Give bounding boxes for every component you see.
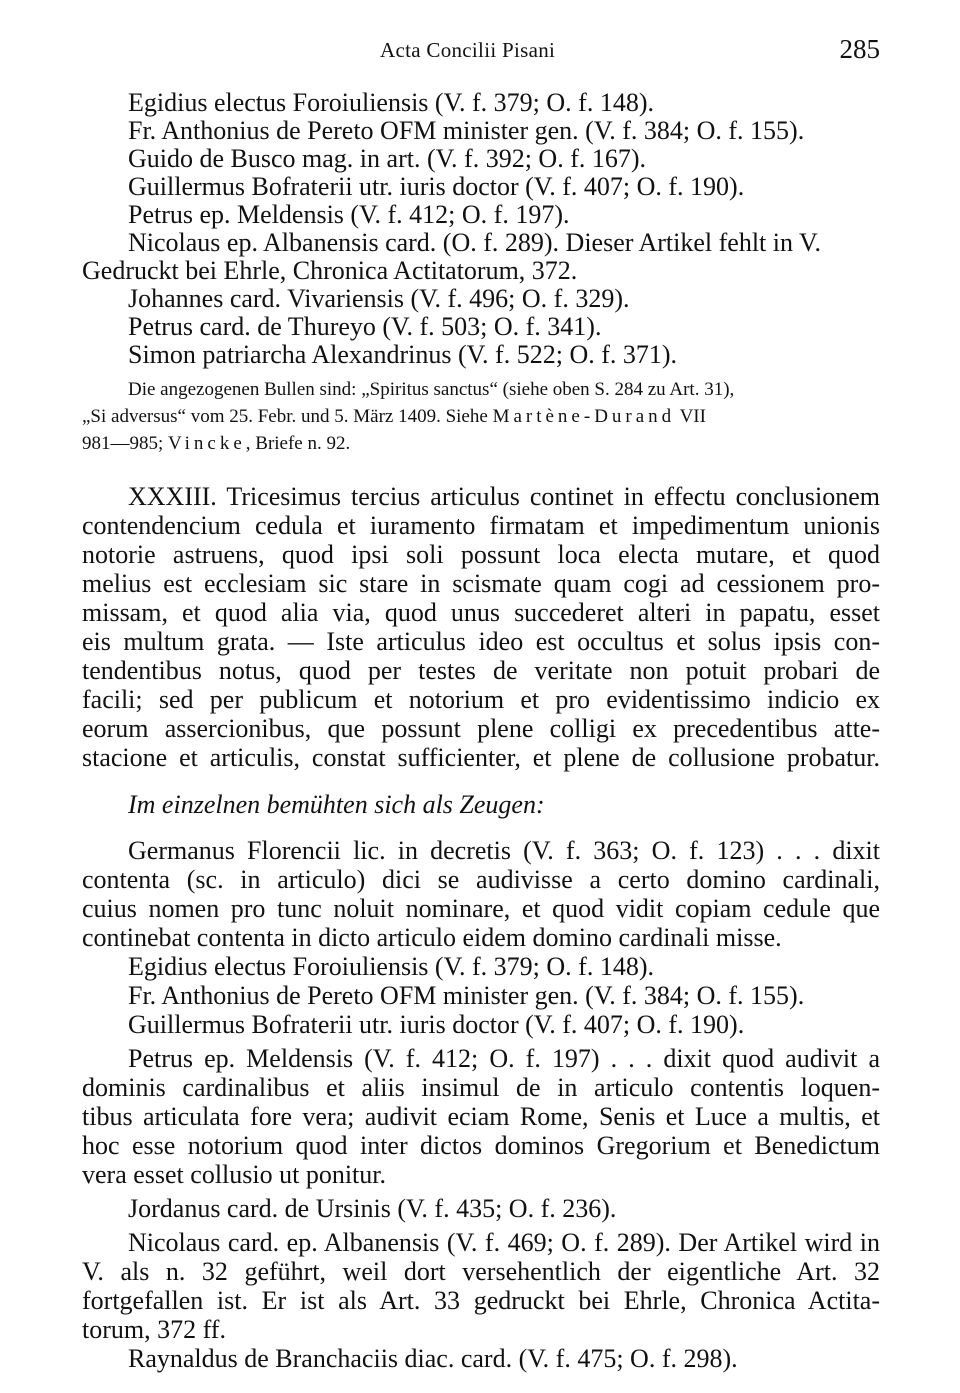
note-line xyxy=(82,432,350,456)
article-line: notorie astruens, quod ipsi soli possunt loca electa mutare, et quod xyxy=(82,540,880,569)
article-line: missam, et quod alia via, quod unus succederet alteri in papatu, esset xyxy=(82,598,880,627)
witness-line: Germanus Florencii lic. in decretis (V. f. 363; O. f. 123) . . . dixit xyxy=(128,836,880,865)
witness-line: Fr. Anthonius de Pereto OFM minister gen. (V. f. 384; O. f. 155). xyxy=(128,981,805,1010)
witness-line: Simon patriarcha Alexandrinus (V. f. 522; O. f. 371). xyxy=(128,340,678,369)
witness-line: tibus articulata fore vera; audivit eciam Rome, Senis et Luce a multis, et xyxy=(82,1102,880,1131)
witness-line: hoc esse notorium quod inter dictos dominos Gregorium et Benedictum xyxy=(82,1131,880,1160)
witness-line: Nicolaus ep. Albanensis card. (O. f. 289). Dieser Artikel fehlt in V. xyxy=(128,228,821,257)
article-line: facili; sed per publicum et notorium et pro evidentissimo indicio ex xyxy=(82,685,880,714)
witness-line: Petrus ep. Meldensis (V. f. 412; O. f. 197). xyxy=(128,200,570,229)
note-author: Vincke xyxy=(168,433,246,454)
note-text: „Si adversus“ vom 25. Febr. und 5. März 1409. Siehe xyxy=(82,406,493,427)
witness-line: torum, 372 ff. xyxy=(82,1315,226,1344)
running-title: Acta Concilii Pisani xyxy=(380,38,556,62)
witness-line: contenta (sc. in articulo) dici se audivisse a certo domino cardinali, xyxy=(82,865,880,894)
page-number: 285 xyxy=(839,34,880,64)
article-line: tendentibus notus, quod per testes de veritate non potuit probari de xyxy=(82,656,880,685)
witness-line: V. als n. 32 geführt, weil dort versehentlich der eigentliche Art. 32 xyxy=(82,1257,880,1286)
witness-line: Egidius electus Foroiuliensis (V. f. 379; O. f. 148). xyxy=(128,88,654,117)
witness-line: Egidius electus Foroiuliensis (V. f. 379; O. f. 148). xyxy=(128,952,654,981)
note-text: , Briefe n. 92. xyxy=(245,433,351,454)
witness-line: Guido de Busco mag. in art. (V. f. 392; O. f. 167). xyxy=(128,144,647,173)
witness-line: fortgefallen ist. Er ist als Art. 33 gedruckt bei Ehrle, Chronica Actita- xyxy=(82,1286,880,1315)
witness-line: continebat contenta in dicto articulo eidem domino cardinali misse. xyxy=(82,923,782,952)
note-text: VII xyxy=(675,406,706,427)
witness-line: Gedruckt bei Ehrle, Chronica Actitatorum, 372. xyxy=(82,256,578,285)
witness-line: vera esset collusio ut ponitur. xyxy=(82,1160,387,1189)
witness-line: cuius nomen pro tunc noluit nominare, et quod vidit copiam cedule que xyxy=(82,894,880,923)
article-line: eis multum grata. — Iste articulus ideo est occultus et solus ipsis con- xyxy=(82,627,880,656)
witness-line: dominis cardinalibus et aliis insimul de in articulo contentis loquen- xyxy=(82,1073,880,1102)
article-line: melius est ecclesiam sic stare in scismate quam cogi ad cessionem pro- xyxy=(82,569,880,598)
running-head xyxy=(0,34,960,64)
note-author: Martène-Durand xyxy=(492,406,676,427)
article-line: stacione et articulis, constat sufficienter, et plene de collusione probatur. xyxy=(82,743,880,772)
witness-line: Johannes card. Vivariensis (V. f. 496; O. f. 329). xyxy=(128,284,630,313)
witnesses-heading: Im einzelnen bemühten sich als Zeugen: xyxy=(128,790,545,819)
article-line: eorum assercionibus, que possunt plene colligi ex precedentibus atte- xyxy=(82,714,880,743)
witness-line: Petrus card. de Thureyo (V. f. 503; O. f. 341). xyxy=(128,312,602,341)
witness-line: Petrus ep. Meldensis (V. f. 412; O. f. 197) . . . dixit quod audivit a xyxy=(128,1044,880,1073)
witness-line: Nicolaus card. ep. Albanensis (V. f. 469; O. f. 289). Der Artikel wird in xyxy=(128,1228,880,1257)
article-line: XXXIII. Tricesimus tercius articulus continet in effectu conclusionem xyxy=(128,482,880,511)
witness-line: Guillermus Bofraterii utr. iuris doctor (V. f. 407; O. f. 190). xyxy=(128,172,745,201)
witness-line: Raynaldus de Branchaciis diac. card. (V. f. 475; O. f. 298). xyxy=(128,1344,738,1373)
witness-line: Jordanus card. de Ursinis (V. f. 435; O. f. 236). xyxy=(128,1194,617,1223)
witness-line: Guillermus Bofraterii utr. iuris doctor (V. f. 407; O. f. 190). xyxy=(128,1010,745,1039)
note-line: Die angezogenen Bullen sind: „Spiritus sanctus“ (siehe oben S. 284 zu Art. 31), xyxy=(128,379,735,400)
article-line: contendencium cedula et iuramento firmatam et impedimentum unionis xyxy=(82,511,880,540)
note-text: 981—985; xyxy=(82,433,169,454)
note-line xyxy=(82,405,880,429)
witness-line: Fr. Anthonius de Pereto OFM minister gen. (V. f. 384; O. f. 155). xyxy=(128,116,805,145)
